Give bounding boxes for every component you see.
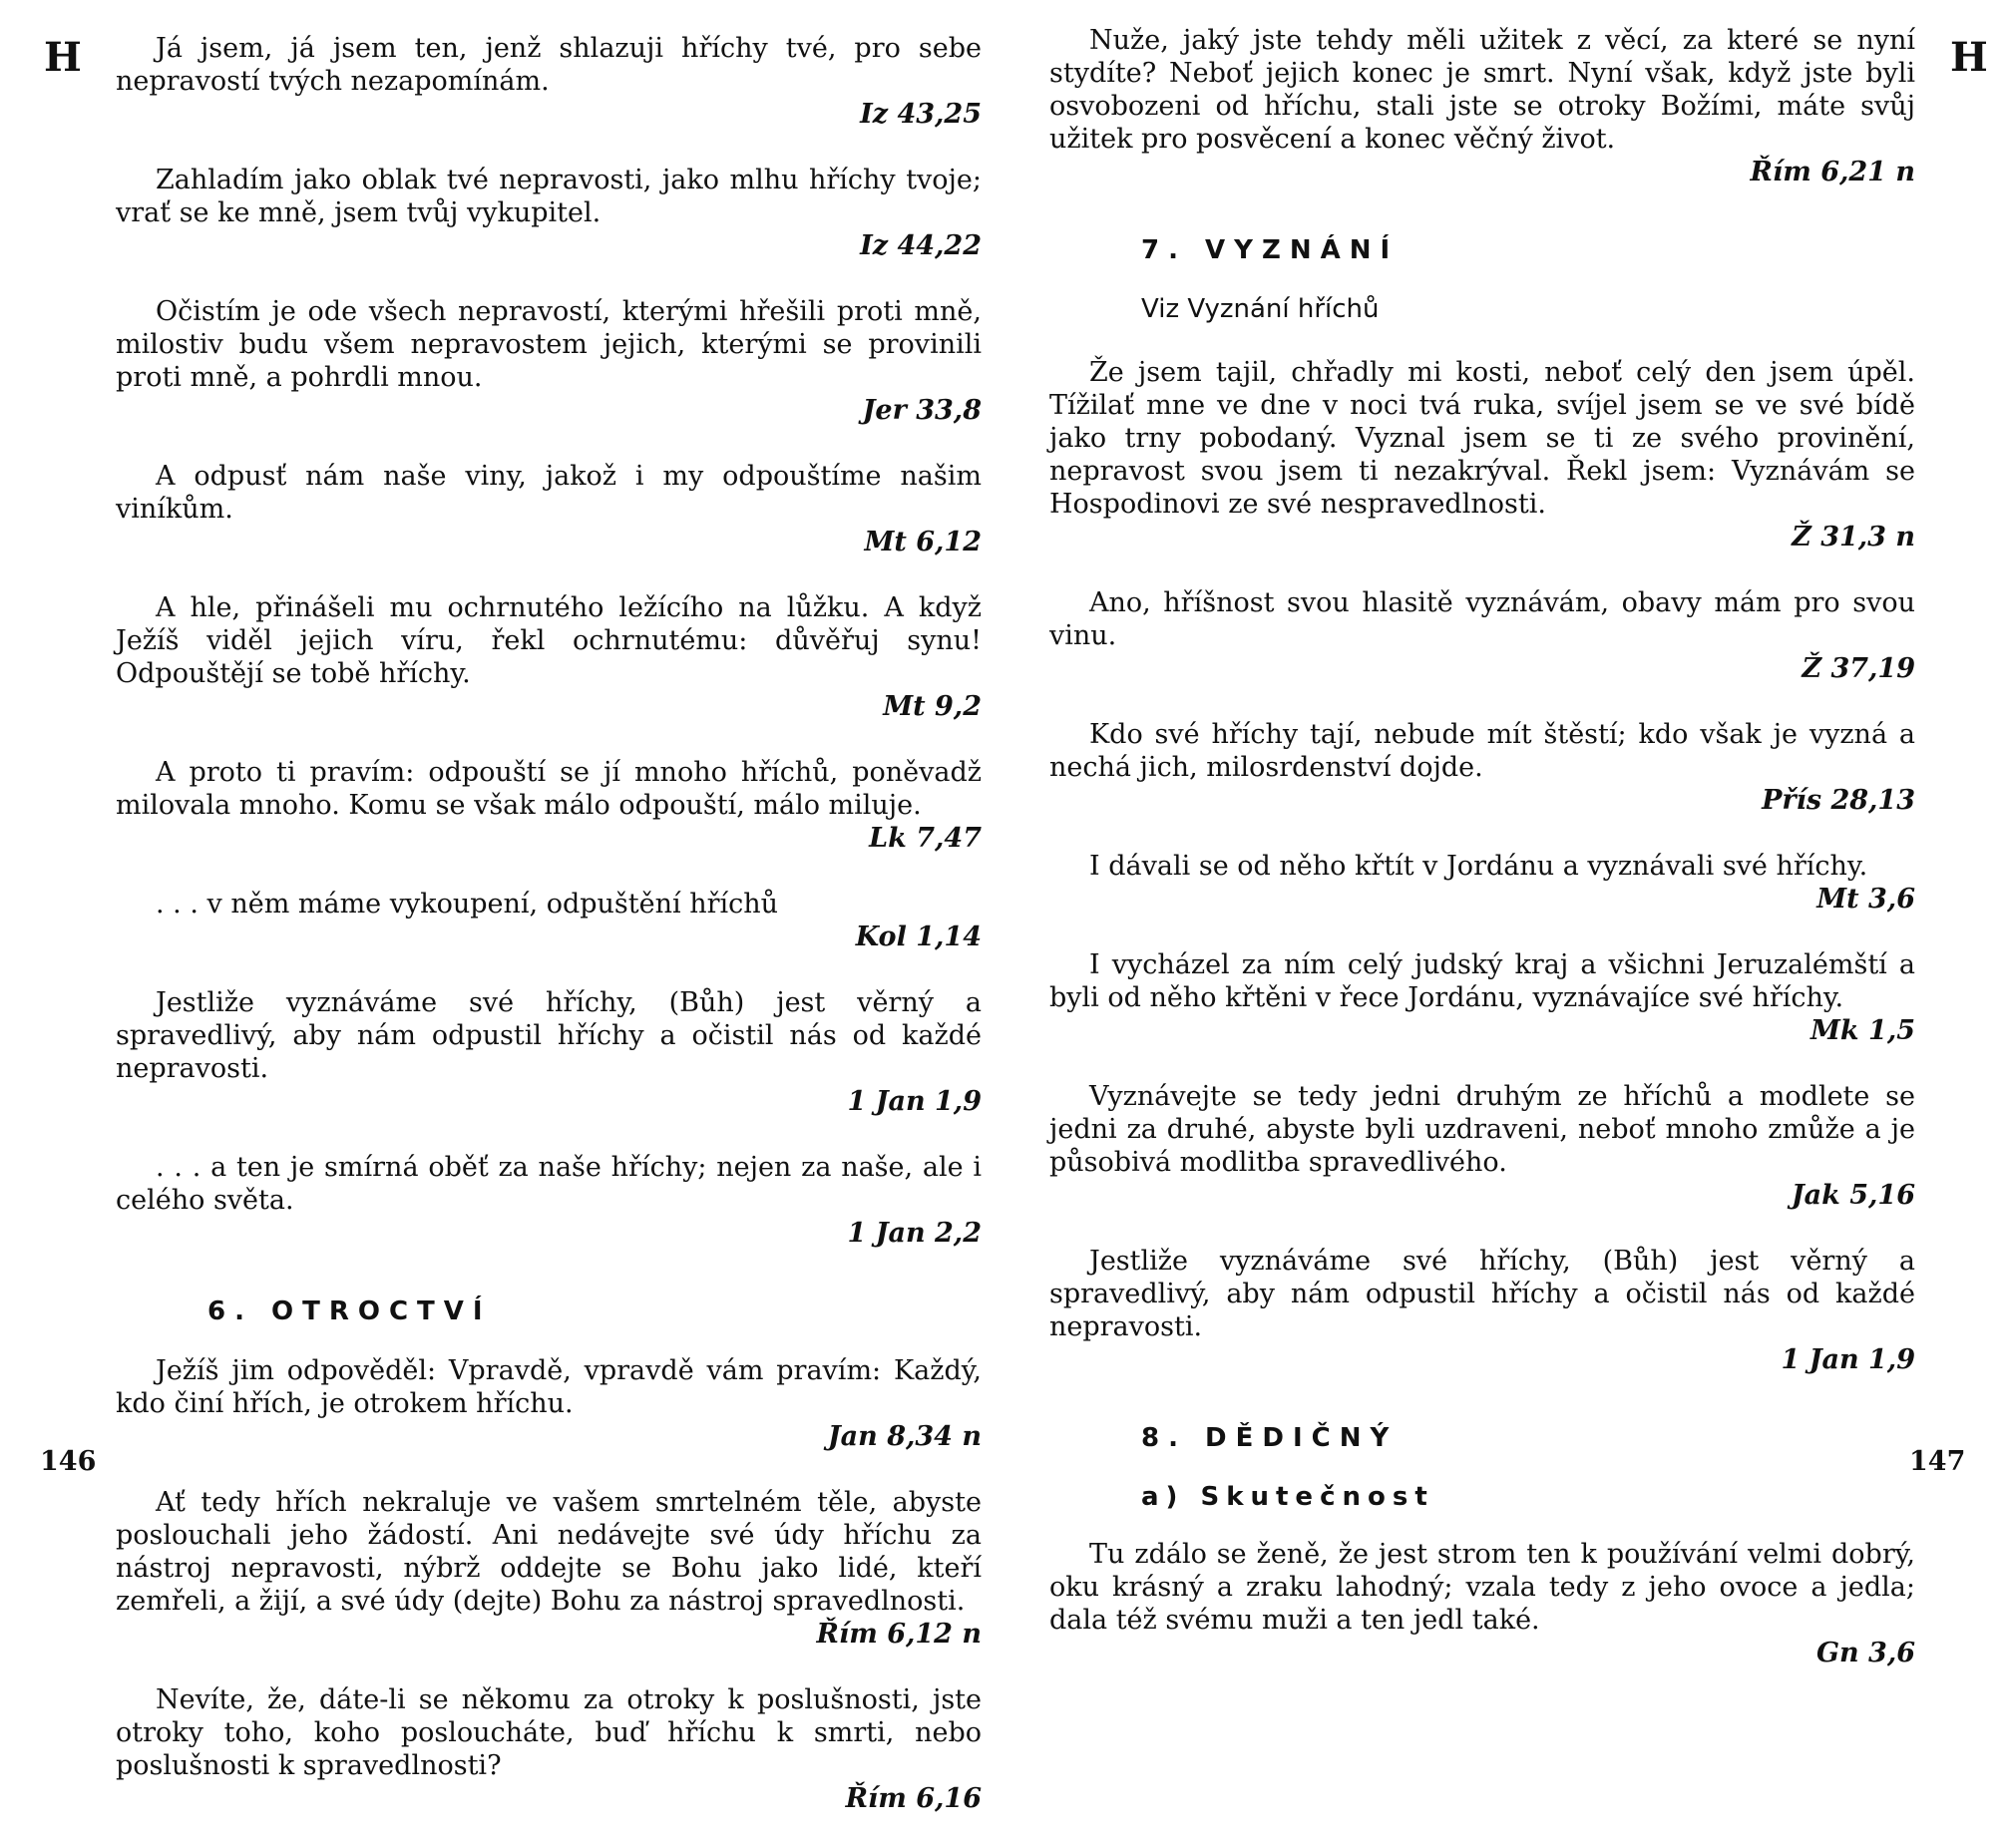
verse-text: Vyznávejte se tedy jedni druhým ze hříchů a modlete se jedni za druhé, abyste byli uzdraveni, neboť mnoho zmůže a je působivá modlitba spravedlivého. xyxy=(1049,1081,1915,1178)
verse-reference: Mt 9,2 xyxy=(883,691,982,722)
verse-text: Zahladím jako oblak tvé nepravosti, jako mlhu hříchy tvoje; vrať se ke mně, jsem tvůj vykupitel. xyxy=(116,165,982,228)
verse xyxy=(1049,356,1915,554)
verse xyxy=(116,32,982,131)
verse xyxy=(116,986,982,1118)
left-page-number: 146 xyxy=(40,1446,97,1477)
section-heading-7: 7. VYZNÁNÍ xyxy=(1141,235,1400,265)
verse-reference: Jak 5,16 xyxy=(1791,1180,1915,1211)
verse-reference: Lk 7,47 xyxy=(869,823,982,854)
verse xyxy=(116,295,982,427)
verse xyxy=(116,1683,982,1815)
left-page-column xyxy=(116,32,982,1848)
verse xyxy=(116,164,982,262)
verse-text: A proto ti pravím: odpouští se jí mnoho hříchů, poněvadž milovala mnoho. Komu se však málo odpouští, málo miluje. xyxy=(116,757,982,821)
verse-reference: 1 Jan 2,2 xyxy=(847,1218,982,1249)
verse xyxy=(1049,586,1915,685)
verse-text: . . . v něm máme vykoupení, odpuštění hříchů xyxy=(156,889,779,920)
verse-reference: Mk 1,5 xyxy=(1810,1015,1915,1046)
verse-reference: Mt 6,12 xyxy=(864,527,982,557)
verse-text: Že jsem tajil, chřadly mi kosti, neboť celý den jsem úpěl. Tížilať mne ve dne v noci tvá ruka, svíjel jsem se ve své bídě jako trny pobodaný. Vyznal jsem se ti ze svého provinění, nepravost svou jsem ti nezakrýval. Řekl jsem: Vyznávám se Hospodinovi ze své nespravedlnosti. xyxy=(1049,357,1915,520)
verse-reference: Gn 3,6 xyxy=(1815,1638,1915,1668)
subsection-heading-a: a) Skutečnost xyxy=(1141,1482,1434,1512)
verse xyxy=(116,591,982,723)
verse-reference: Přís 28,13 xyxy=(1762,785,1915,816)
verse xyxy=(116,756,982,855)
verse-reference: Řím 6,21 n xyxy=(1750,157,1915,187)
verse-text: Nuže, jaký jste tehdy měli užitek z věcí, za které se nyní stydíte? Neboť jejich konec je smrt. Nyní však, když jste byli osvobozeni od hříchu, stali jste se otroky Božími, máte svůj užitek pro posvěcení a konec věčný život. xyxy=(1049,25,1915,155)
verse xyxy=(116,1354,982,1453)
verse xyxy=(116,1151,982,1250)
verse-text: Kdo své hříchy tají, nebude mít štěstí; kdo však je vyzná a nechá jich, milosrdenství dojde. xyxy=(1049,719,1915,783)
verse xyxy=(116,1486,982,1651)
verse xyxy=(1049,948,1915,1047)
verse-reference: Řím 6,16 xyxy=(845,1783,982,1814)
verse xyxy=(116,460,982,558)
verse xyxy=(116,888,982,953)
verse-reference: Iz 43,25 xyxy=(860,99,982,130)
verse xyxy=(1049,1538,1915,1669)
section-heading-8: 8. DĚDIČNÝ xyxy=(1141,1423,1399,1453)
verse-reference: Jan 8,34 n xyxy=(827,1421,982,1452)
verse-text: Tu zdálo se ženě, že jest strom ten k používání velmi dobrý, oku krásný a zraku lahodný; vzala tedy z jeho ovoce a jedla; dala též svému muži a ten jedl také. xyxy=(1049,1539,1915,1636)
verse-reference: Jer 33,8 xyxy=(862,395,982,426)
right-verse-group-a xyxy=(1049,24,1915,188)
verse-reference: 1 Jan 1,9 xyxy=(847,1086,982,1117)
verse-text: A odpusť nám naše viny, jakož i my odpouštíme našim viníkům. xyxy=(116,461,982,525)
verse-text: Jestliže vyznáváme své hříchy, (Bůh) jest věrný a spravedlivý, aby nám odpustil hříchy a očistil nás od každé nepravosti. xyxy=(1049,1246,1915,1342)
right-page-number: 147 xyxy=(1909,1446,1966,1477)
verse xyxy=(1049,850,1915,916)
verse-reference: Iz 44,22 xyxy=(860,230,982,261)
verse-text: I dávali se od něho křtít v Jordánu a vyznávali své hříchy. xyxy=(1089,851,1868,882)
verse-reference: 1 Jan 1,9 xyxy=(1781,1344,1915,1375)
verse-text: A hle, přinášeli mu ochrnutého ležícího na lůžku. A když Ježíš viděl jejich víru, řekl ochrnutému: důvěřuj synu! Odpouštějí se tobě hříchy. xyxy=(116,592,982,689)
see-also-reference: Viz Vyznání hříchů xyxy=(1141,294,1380,324)
verse-text: I vycházel za ním celý judský kraj a všichni Jeruzalémští a byli od něho křtěni v řece Jordánu, vyznávajíce své hříchy. xyxy=(1049,949,1915,1013)
verse-text: Očistím je ode všech nepravostí, kterými hřešili proti mně, milostiv budu všem nepravostem jejich, kterými se provinili proti mně, a pohrdli mnou. xyxy=(116,296,982,393)
right-verse-group-b xyxy=(1049,356,1915,1376)
right-verse-group-c xyxy=(1049,1538,1915,1669)
verse xyxy=(1049,718,1915,817)
verse-text: Ježíš jim odpověděl: Vpravdě, vpravdě vám pravím: Každý, kdo činí hřích, je otrokem hříchu. xyxy=(116,1355,982,1419)
verse xyxy=(1049,24,1915,188)
left-verse-group-b xyxy=(116,1354,982,1815)
verse xyxy=(1049,1080,1915,1212)
verse-text: Jestliže vyznáváme své hříchy, (Bůh) jest věrný a spravedlivý, aby nám odpustil hříchy a očistil nás od každé nepravosti. xyxy=(116,987,982,1084)
verse-text: Já jsem, já jsem ten, jenž shlazuji hříchy tvé, pro sebe nepravostí tvých nezapomínám. xyxy=(116,33,982,97)
verse-reference: Ž 31,3 n xyxy=(1792,522,1915,553)
verse-text: . . . a ten je smírná oběť za naše hříchy; nejen za naše, ale i celého světa. xyxy=(116,1152,982,1216)
verse-reference: Ž 37,19 xyxy=(1802,653,1915,684)
verse-reference: Kol 1,14 xyxy=(855,922,982,952)
verse-text: Nevíte, že, dáte-li se někomu za otroky k poslušnosti, jste otroky toho, koho posloucháte, buď hříchu k smrti, nebo poslušnosti k spravedlnosti? xyxy=(116,1684,982,1781)
verse-text: Ať tedy hřích nekraluje ve vašem smrtelném těle, abyste poslouchali jeho žádostí. Ani nedávejte své údy hříchu za nástroj nepravosti, nýbrž oddejte se Bohu jako lidé, kteří zemřeli, a žijí, a své údy (dejte) Bohu za nástroj spravedlnosti. xyxy=(116,1487,982,1617)
right-page-column xyxy=(1049,24,1915,1702)
verse-text: Ano, hříšnost svou hlasitě vyznávám, obavy mám pro svou vinu. xyxy=(1049,587,1915,651)
left-page-letter: H xyxy=(44,34,82,81)
left-verse-group-a xyxy=(116,32,982,1250)
verse xyxy=(1049,1245,1915,1376)
verse-reference: Mt 3,6 xyxy=(1816,884,1915,915)
verse-reference: Řím 6,12 n xyxy=(816,1619,982,1650)
right-page-letter: H xyxy=(1950,34,1988,81)
section-heading-6: 6. OTROCTVÍ xyxy=(207,1296,492,1326)
